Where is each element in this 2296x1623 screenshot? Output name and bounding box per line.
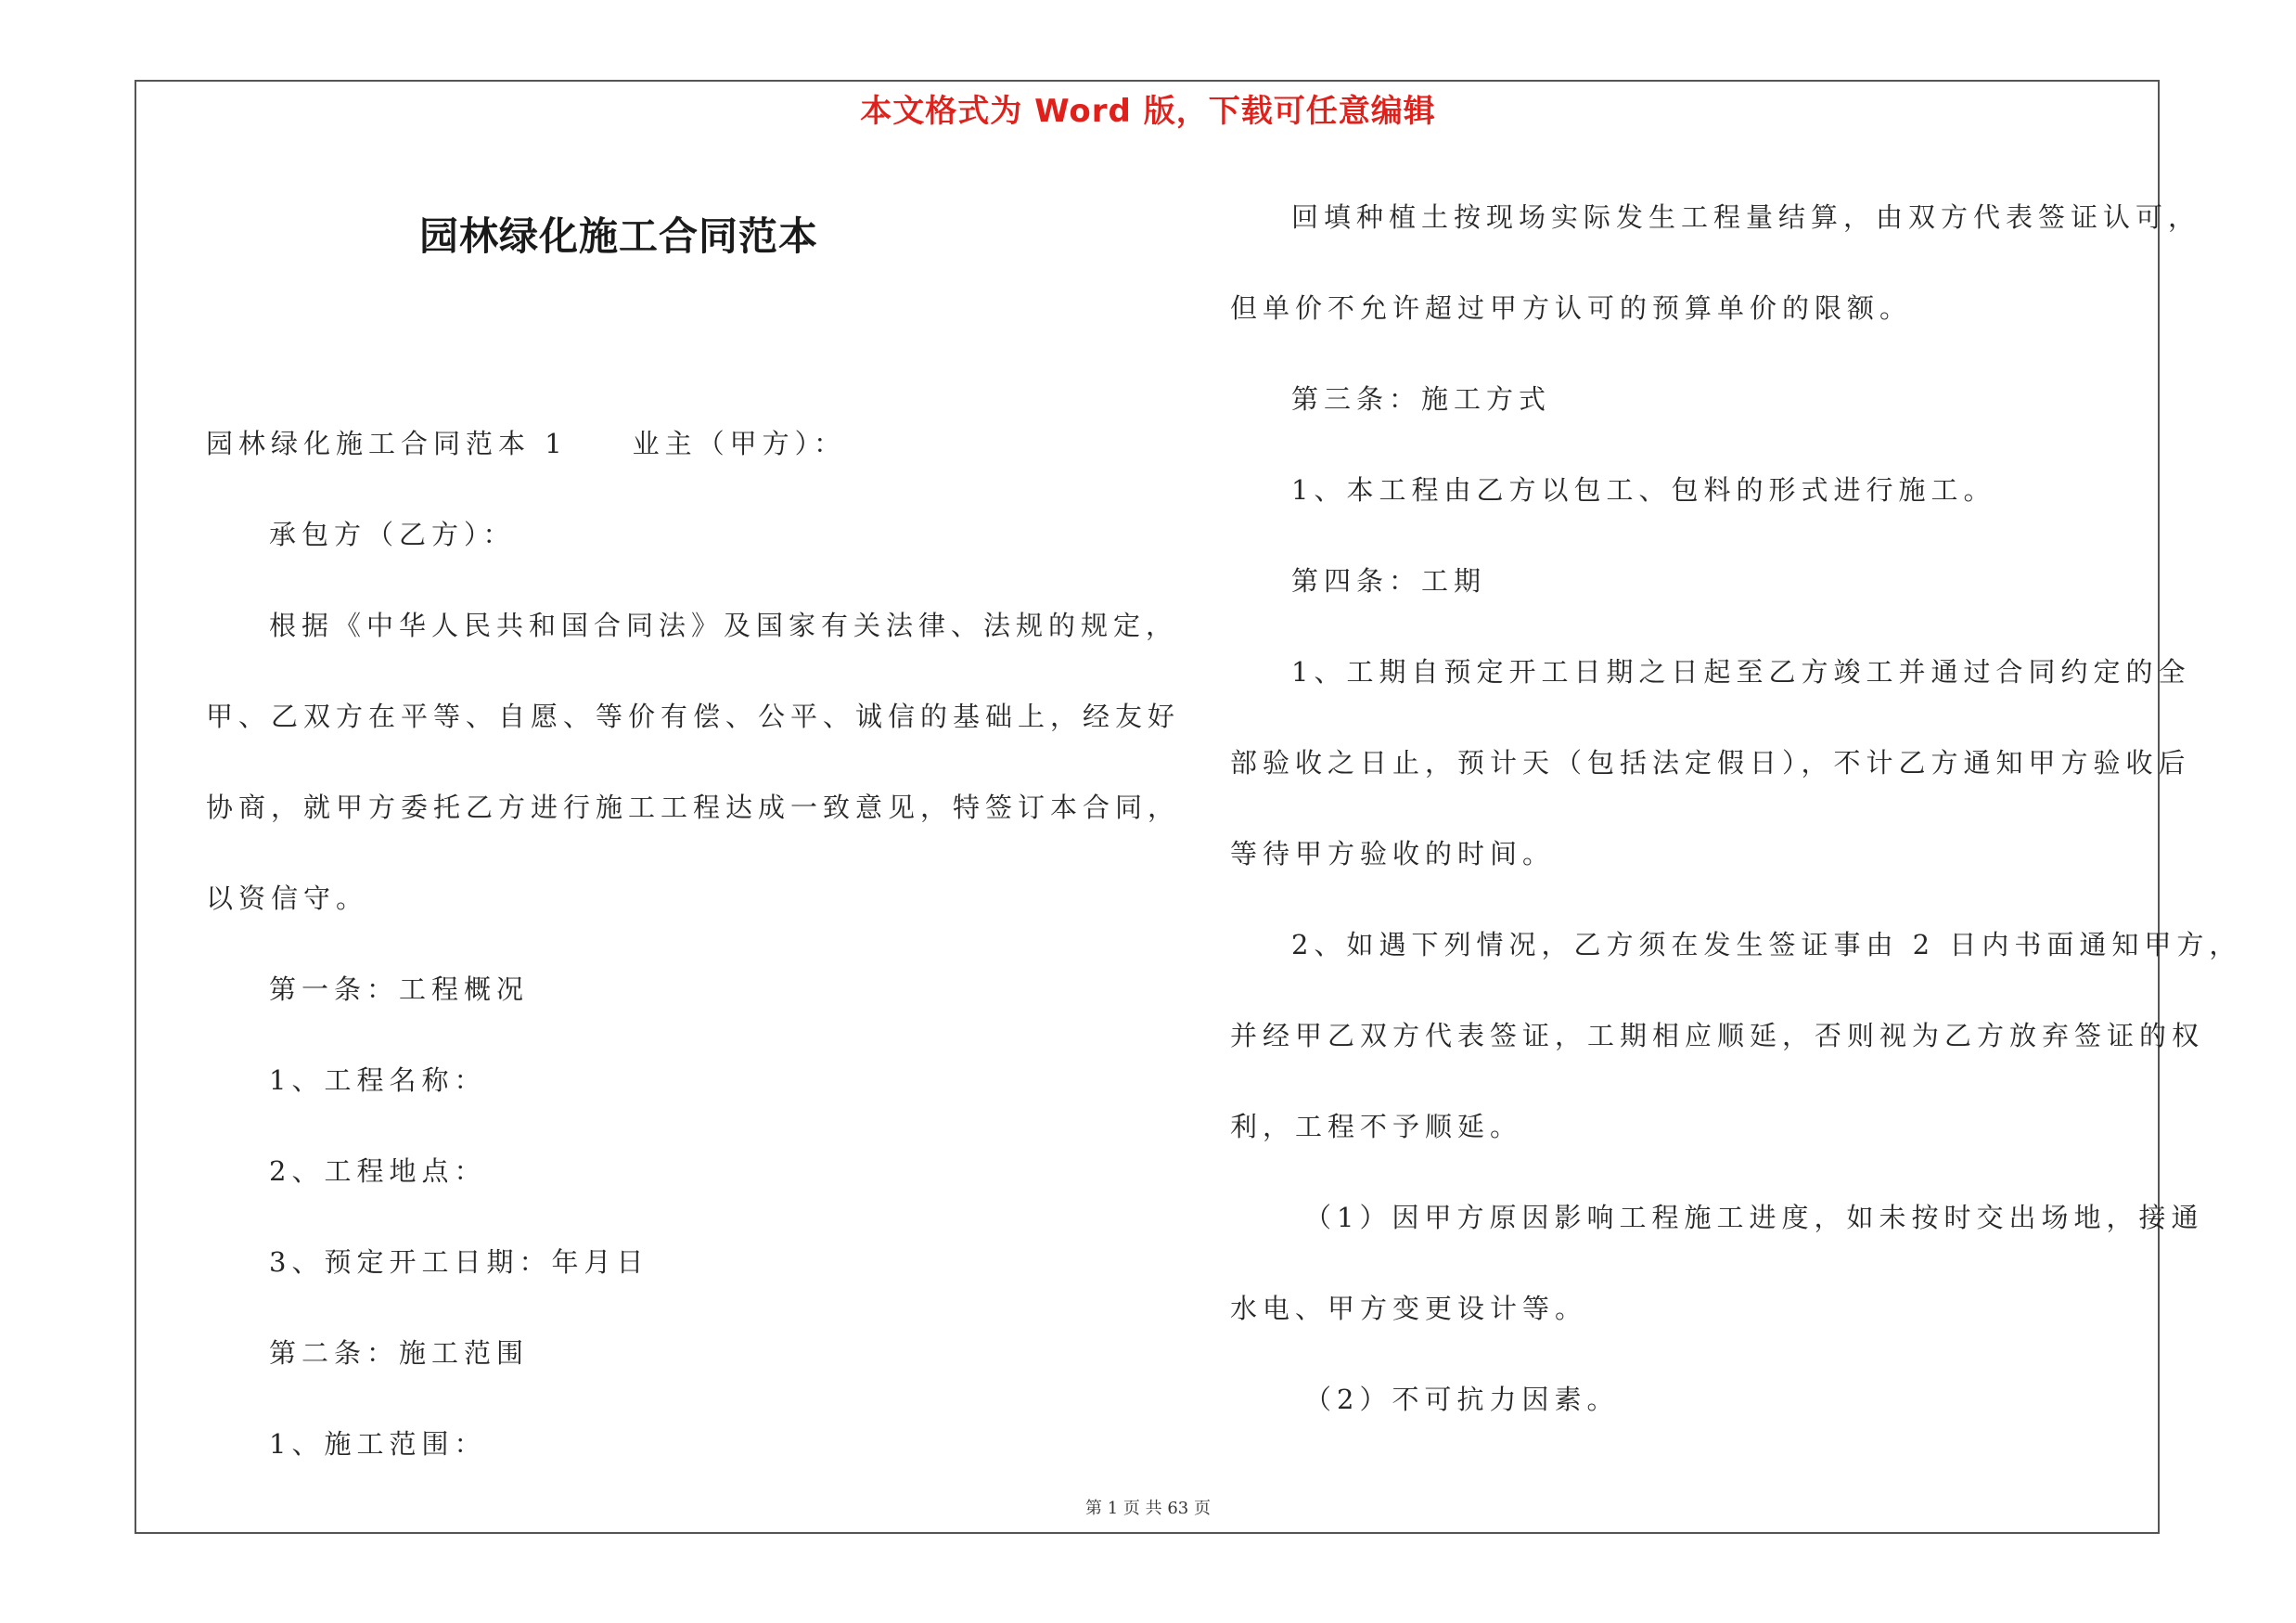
left-line-3: 根据《中华人民共和国合同法》及国家有关法律、法规的规定， (269, 610, 1179, 641)
right-line-9: 2、如遇下列情况，乙方须在发生签证事由 2 日内书面通知甲方， (1291, 929, 2242, 960)
right-line-11: 利，工程不予顺延。 (1230, 1111, 1523, 1142)
left-line-7: 第一条：工程概况 (269, 973, 530, 1005)
format-banner: 本文格式为 Word 版，下载可任意编辑 (860, 93, 1436, 130)
left-line-12: 1、施工范围： (269, 1428, 487, 1460)
right-line-4: 1、本工程由乙方以包工、包料的形式进行施工。 (1291, 474, 1996, 506)
left-line-2: 承包方（乙方）： (269, 519, 516, 550)
left-line-5: 协商，就甲方委托乙方进行施工工程达成一致意见，特签订本合同， (206, 792, 1181, 823)
right-line-3: 第三条：施工方式 (1291, 383, 1552, 415)
right-line-12: （1）因甲方原因影响工程施工进度，如未按时交出场地，接通 (1304, 1202, 2204, 1233)
right-line-10: 并经甲乙双方代表签证，工期相应顺延，否则视为乙方放弃签证的权 (1230, 1020, 2205, 1051)
page-footer: 第 1 页 共 63 页 (1085, 1499, 1211, 1518)
left-line-11: 第二条：施工范围 (269, 1337, 530, 1369)
left-line-6: 以资信守。 (206, 882, 369, 914)
left-line-8: 1、工程名称： (269, 1064, 487, 1096)
right-line-5: 第四条：工期 (1291, 565, 1487, 597)
left-line-9: 2、工程地点： (269, 1155, 487, 1187)
document-title: 园林绿化施工合同范本 (419, 213, 819, 259)
right-line-2: 但单价不允许超过甲方认可的预算单价的限额。 (1230, 292, 1913, 324)
right-line-8: 等待甲方验收的时间。 (1230, 838, 1556, 869)
left-line-10: 3、预定开工日期：年月日 (269, 1246, 649, 1278)
right-line-14: （2）不可抗力因素。 (1304, 1384, 1620, 1415)
left-line-1: 园林绿化施工合同范本 1 业主（甲方）： (206, 428, 847, 459)
right-line-13: 水电、甲方变更设计等。 (1230, 1293, 1588, 1324)
right-line-7: 部验收之日止，预计天（包括法定假日），不计乙方通知甲方验收后 (1230, 747, 2191, 779)
right-line-6: 1、工期自预定开工日期之日起至乙方竣工并通过合同约定的全 (1291, 656, 2191, 688)
left-line-4: 甲、乙双方在平等、自愿、等价有偿、公平、诚信的基础上，经友好 (206, 701, 1181, 732)
right-line-1: 回填种植土按现场实际发生工程量结算，由双方代表签证认可， (1291, 201, 2201, 233)
